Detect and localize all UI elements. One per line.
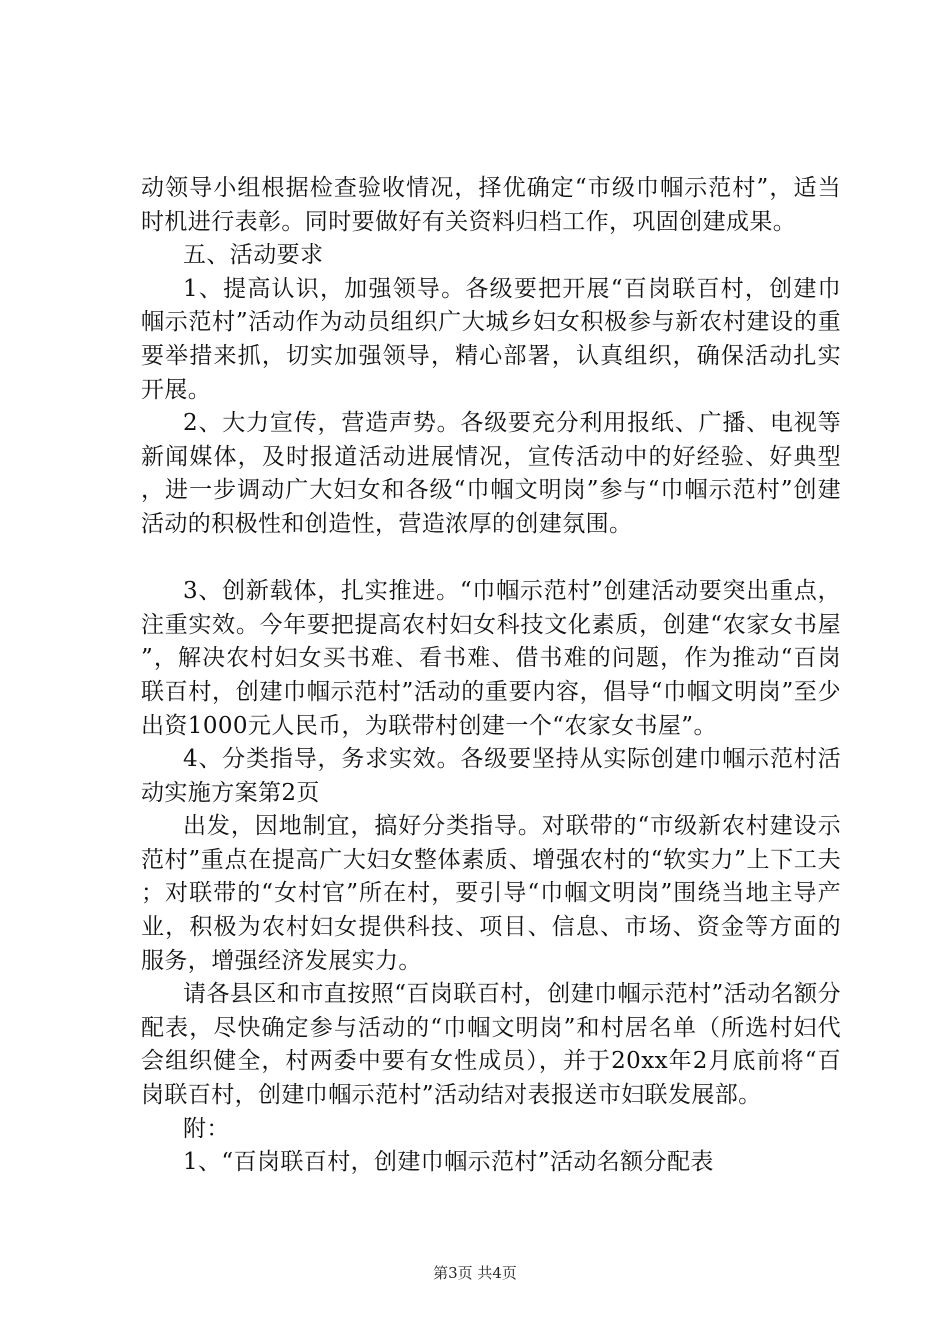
- section-heading: 五、活动要求: [183, 242, 324, 269]
- paragraph-requirement-4: 4、分类指导，务求实效。各级要坚持从实际创建巾帼示范村活动实施方案第2页: [141, 746, 841, 806]
- paragraph-requirement-4-cont: 出发，因地制宜，搞好分类指导。对联带的“市级新农村建设示范村”重点在提高广大妇女整体素质、增强农村的“软实力”上下工夫；对联带的“女村官”所在村，要引导“巾帼文明岗”围绕当地主导产业，积极为农村妇女提供科技、项目、信息、市场、资金等方面的服务，增强经济发展实力。: [141, 813, 841, 974]
- attachment-label: 附：: [183, 1115, 230, 1142]
- paragraph-requirement-3: 3、创新载体，扎实推进。“巾帼示范村”创建活动要突出重点，注重实效。今年要把提高农村妇女科技文化素质，创建“农家女书屋”，解决农村妇女买书难、看书难、借书难的问题，作为推动“百岗联百村，创建巾帼示范村”活动的重要内容，倡导“巾帼文明岗”至少出资1000元人民币，为联带村创建一个“农家女书屋”。: [141, 578, 841, 739]
- paragraph-gap: [141, 542, 841, 576]
- page-footer: 第3页 共4页: [433, 1264, 517, 1282]
- paragraph-requirement-1: 1、提高认识，加强领导。各级要把开展“百岗联百村，创建巾帼示范村”活动作为动员组织广大城乡妇女积极参与新农村建设的重要举措来抓，切实加强领导，精心部署，认真组织，确保活动扎实开展。: [141, 275, 841, 403]
- attachment-item-1: 1、“百岗联百村，创建巾帼示范村”活动名额分配表: [183, 1149, 714, 1176]
- paragraph-request: 请各县区和市直按照“百岗联百村，创建巾帼示范村”活动名额分配表，尽快确定参与活动的“巾帼文明岗”和村居名单（所选村妇代会组织健全，村两委中要有女性成员），并于20xx年2月底前将“百岗联百村，创建巾帼示范村”活动结对表报送市妇联发展部。: [141, 981, 841, 1109]
- document-body: [141, 172, 841, 1180]
- paragraph-continuation: 动领导小组根据检查验收情况，择优确定“市级巾帼示范村”，适当时机进行表彰。同时要做好有关资料归档工作，巩固创建成果。: [141, 175, 841, 235]
- paragraph-requirement-2: 2、大力宣传，营造声势。各级要充分利用报纸、广播、电视等新闻媒体，及时报道活动进展情况，宣传活动中的好经验、好典型，进一步调动广大妇女和各级“巾帼文明岗”参与“巾帼示范村”创建活动的积极性和创造性，营造浓厚的创建氛围。: [141, 410, 841, 537]
